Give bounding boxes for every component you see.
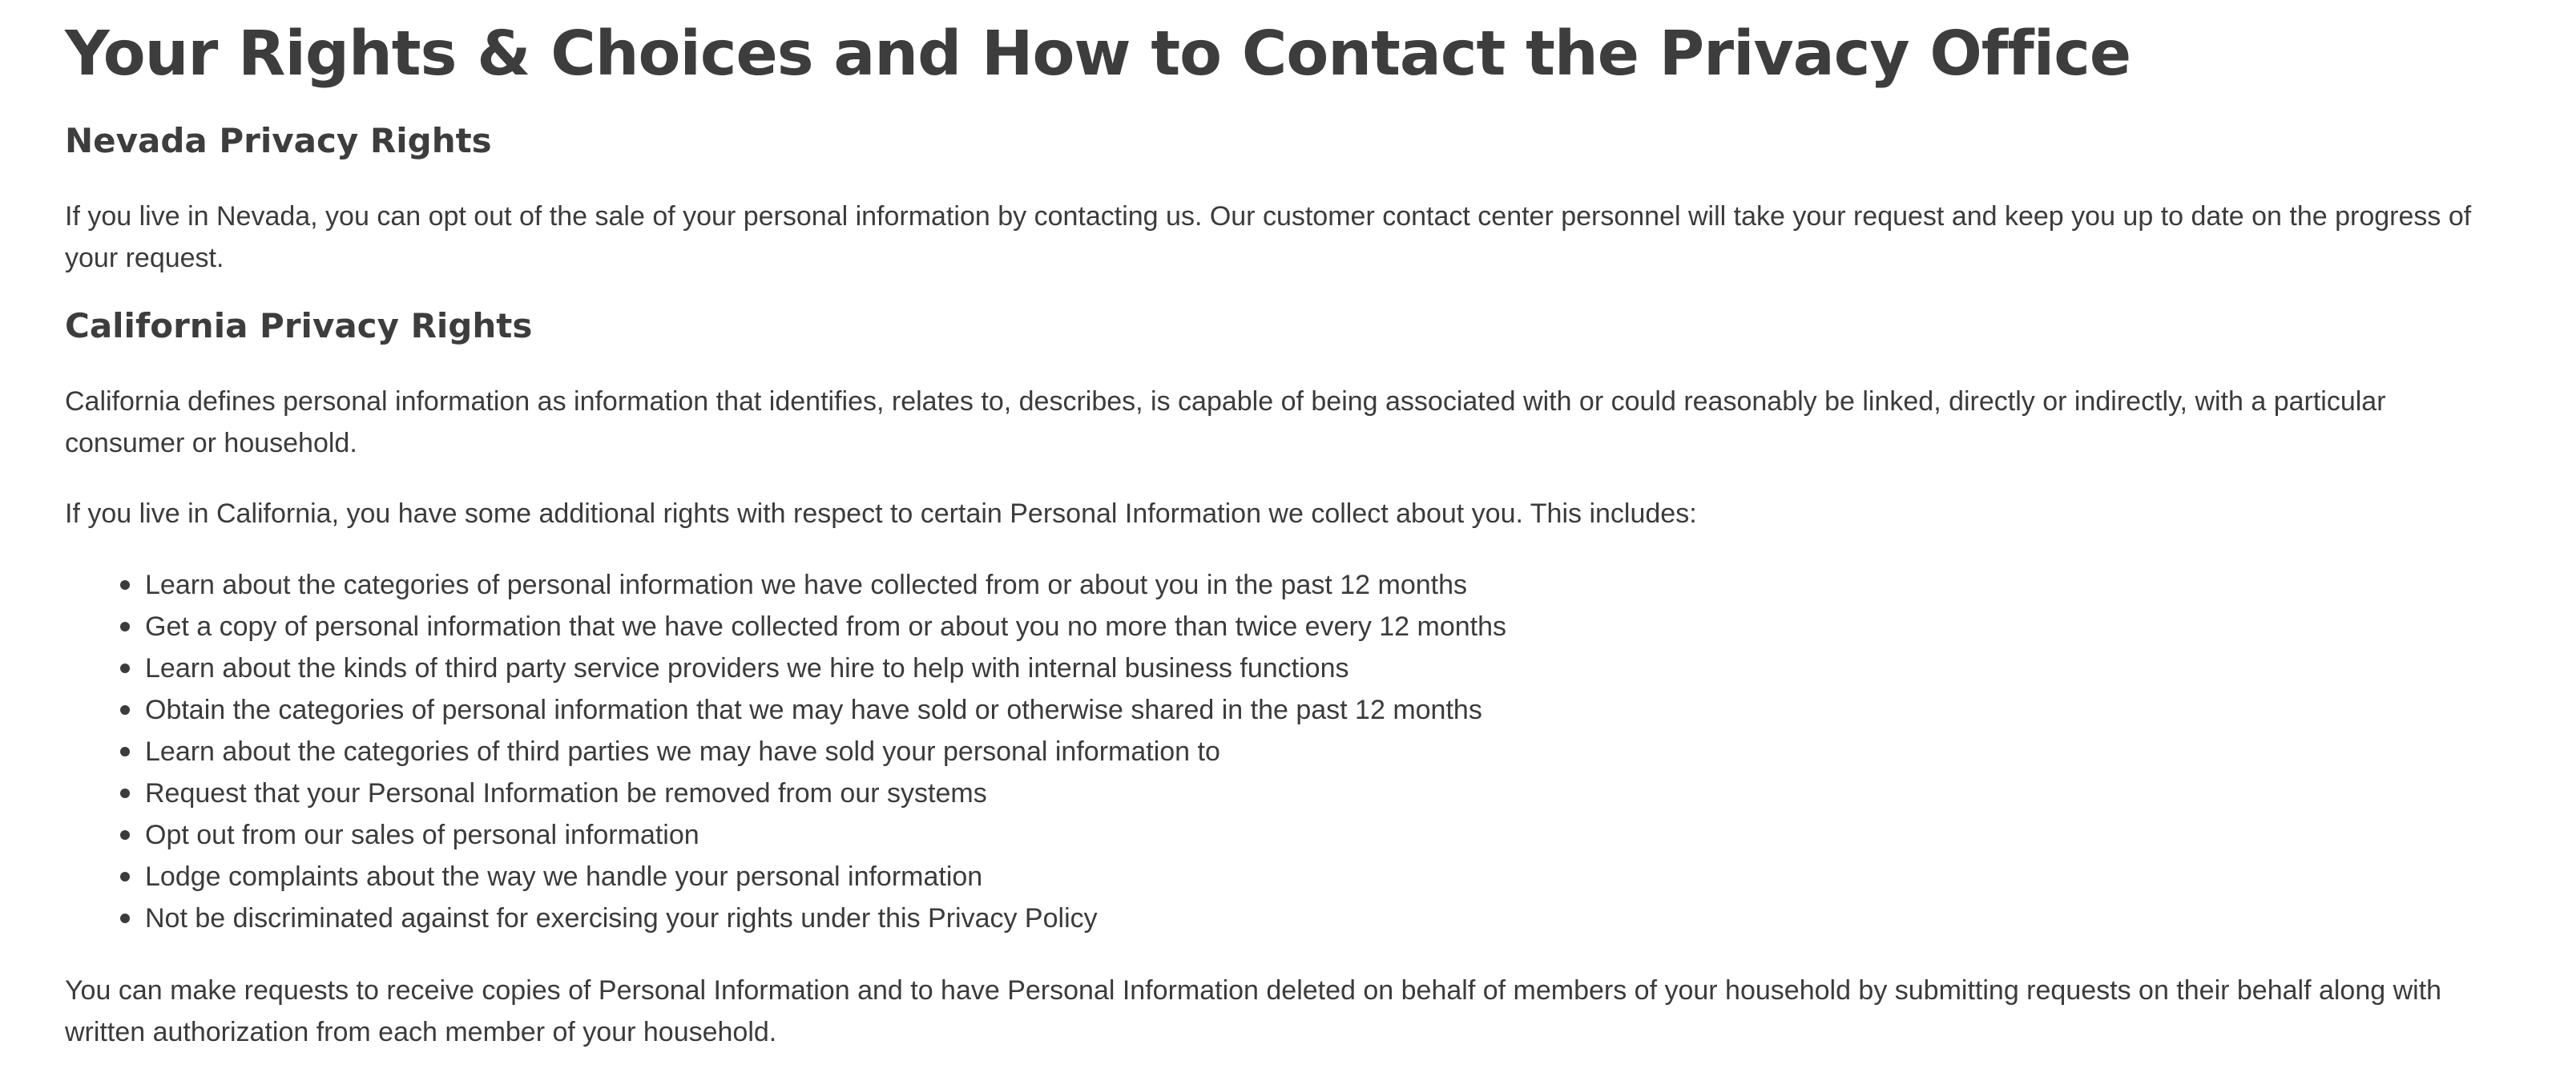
list-item [145,606,2512,647]
list-item [145,856,2512,898]
bullet-icon [120,872,130,881]
household-requests-paragraph: You can make requests to receive copies of Personal Information and to have Personal Information deleted on behalf of members of your household by submitting requests on their behalf along with written authorization from each member of your household. [65,975,2442,1047]
bullet-icon [120,830,130,840]
list-item-text: Not be discriminated against for exercising your rights under this Privacy Policy [145,903,1098,934]
california-intro-paragraph: If you live in California, you have some additional rights with respect to certain Personal Information we collect about you. This includes: [65,498,1697,529]
bullet-icon [120,747,130,756]
bullet-icon [120,705,130,715]
nevada-heading: Nevada Privacy Rights [65,121,492,160]
list-item-text: Learn about the kinds of third party service providers we hire to help with internal business functions [145,653,1349,684]
bullet-icon [120,580,130,590]
list-item [145,689,2512,731]
bullet-icon [120,664,130,673]
list-item-text: Obtain the categories of personal information that we may have sold or otherwise shared in the past 12 months [145,695,1482,725]
bullet-icon [120,622,130,631]
list-item [145,773,2512,814]
list-item [145,814,2512,856]
list-item [145,564,2512,606]
list-item [145,898,2512,939]
list-item-text: Request that your Personal Information be removed from our systems [145,778,987,809]
list-item-text: Learn about the categories of third parties we may have sold your personal information to [145,736,1220,767]
list-item [145,731,2512,773]
california-definition-paragraph: California defines personal information as information that identifies, relates to, describes, is capable of being associated with or could reasonably be linked, directly or indirectly, with a particular consumer or household. [65,386,2386,458]
list-item [145,647,2512,689]
list-item-text: Get a copy of personal information that we have collected from or about you no more than twice every 12 months [145,611,1507,642]
nevada-paragraph: If you live in Nevada, you can opt out of the sale of your personal information by contacting us. Our customer contact center personnel will take your request and keep you up to date on the progress of your request. [65,201,2472,273]
california-heading: California Privacy Rights [65,306,533,345]
list-item-text: Learn about the categories of personal information we have collected from or about you in the past 12 months [145,570,1467,600]
page-title: Your Rights & Choices and How to Contact the Privacy Office [65,18,2131,90]
list-item-text: Lodge complaints about the way we handle your personal information [145,861,983,892]
list-item-text: Opt out from our sales of personal information [145,820,699,850]
california-rights-list [65,564,2512,939]
bullet-icon [120,789,130,798]
bullet-icon [120,914,130,923]
